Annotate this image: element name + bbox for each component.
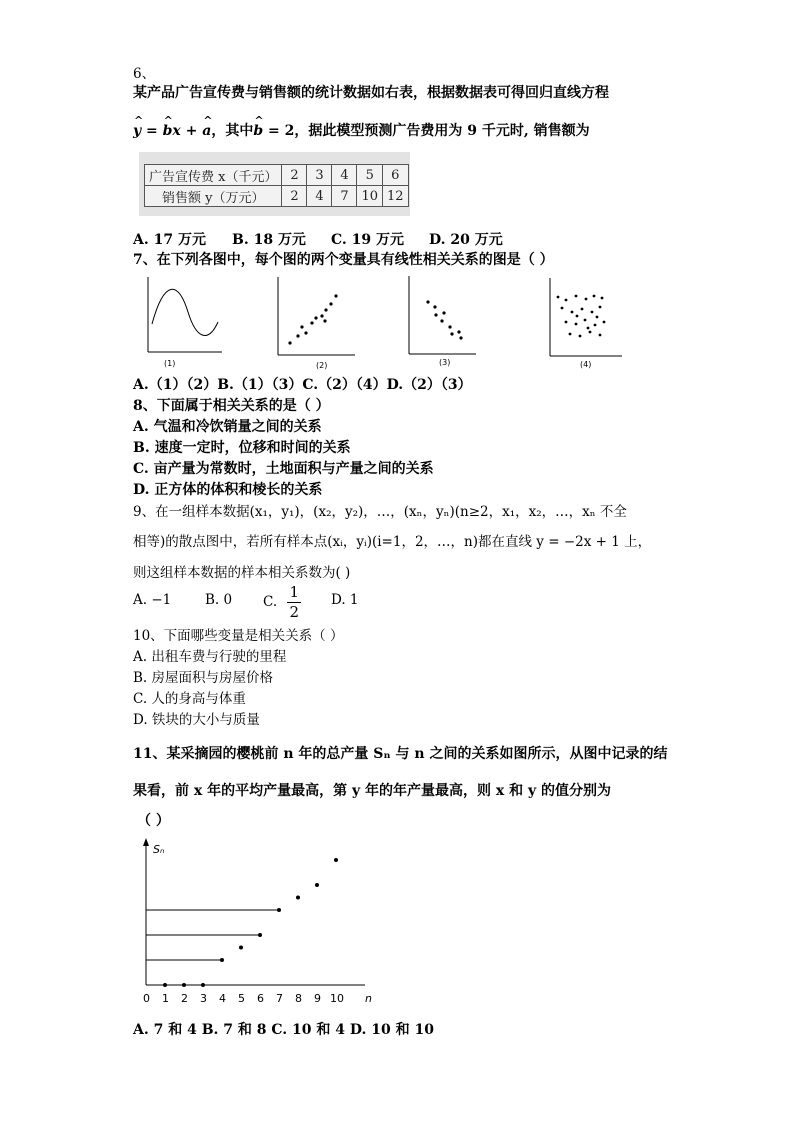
q11-stem-line2: 果看，前 x 年的平均产量最高，第 y 年的年产量最高，则 x 和 y 的值分别为 bbox=[133, 783, 611, 799]
data-point bbox=[201, 983, 205, 987]
data-point bbox=[315, 883, 319, 887]
data-point bbox=[258, 933, 262, 937]
x-tick-label: 3 bbox=[200, 992, 207, 1005]
x-tick-label: 1 bbox=[162, 992, 169, 1005]
q6-option-a: A. 17 万元 bbox=[133, 232, 206, 248]
q11-chart bbox=[125, 835, 385, 1010]
q7-options: A.（1）（2）B.（1）（3）C.（2）（4）D.（2）（3） bbox=[133, 377, 472, 393]
y-axis-label: Sₙ bbox=[153, 843, 165, 856]
fraction-one-half: $\frac{1}{2}$ bbox=[289, 583, 299, 621]
q6-data-table bbox=[144, 164, 409, 207]
figure-4-label: (4) bbox=[580, 360, 592, 369]
x-tick-labels bbox=[143, 992, 344, 1005]
x-tick-label: 5 bbox=[238, 992, 245, 1005]
q9-stem-line2: 相等)的散点图中，若所有样本点(xᵢ，yᵢ)(i=1，2，…，n)都在直线 y = −2x + 1 上， bbox=[133, 534, 652, 550]
figure-1-label: (1) bbox=[164, 359, 176, 368]
y-hat: ^ y bbox=[133, 123, 141, 139]
q9-option-d: D. 1 bbox=[331, 592, 359, 608]
table-row: 销售额 y（万元） 2 4 7 10 12 bbox=[145, 186, 409, 207]
q8-option-d: D. 正方体的体积和棱长的关系 bbox=[133, 482, 323, 498]
b-hat: ^ b bbox=[163, 123, 173, 139]
y-axis-arrow bbox=[143, 838, 149, 846]
table-row-label: 销售额 y（万元） bbox=[145, 186, 282, 207]
x-tick-label: 7 bbox=[276, 992, 283, 1005]
q8-stem: 8、下面属于相关关系的是（ ） bbox=[133, 398, 330, 414]
data-points bbox=[163, 858, 338, 987]
q7-scatter-figures bbox=[130, 272, 640, 372]
figure-3-negative bbox=[409, 276, 476, 367]
q10-option-d: D. 铁块的大小与质量 bbox=[133, 712, 260, 728]
x-tick-label: 4 bbox=[219, 992, 226, 1005]
q11-stem-line3: （ ） bbox=[137, 813, 170, 829]
q11-options: A. 7 和 4 B. 7 和 8 C. 10 和 4 D. 10 和 10 bbox=[133, 1022, 434, 1038]
x-axis-label: n bbox=[365, 992, 372, 1005]
x-tick-label: 8 bbox=[295, 992, 302, 1005]
data-point bbox=[163, 983, 167, 987]
q10-option-a: A. 出租车费与行驶的里程 bbox=[133, 649, 287, 665]
data-point bbox=[220, 958, 224, 962]
q11-stem-line1: 11、某采摘园的樱桃前 n 年的总产量 Sₙ 与 n 之间的关系如图所示，从图中记录的结 bbox=[133, 746, 668, 762]
q9-option-b: B. 0 bbox=[205, 592, 233, 608]
data-point bbox=[239, 946, 243, 950]
x-tick-label: 2 bbox=[181, 992, 188, 1005]
q8-option-c: C. 亩产量为常数时，土地面积与产量之间的关系 bbox=[133, 461, 434, 477]
q8-option-a: A. 气温和冷饮销量之间的关系 bbox=[133, 419, 322, 435]
q6-option-c: C. 19 万元 bbox=[331, 232, 405, 248]
figure-4-random bbox=[550, 278, 622, 369]
q10-option-b: B. 房屋面积与房屋价格 bbox=[133, 670, 274, 686]
data-point bbox=[334, 858, 338, 862]
q9-option-a: A. −1 bbox=[133, 592, 172, 608]
q6-stem-line2: ^ y = ^ bx + ^ a，其中^ b = 2，据此模型预测广告费用为 9 千元时, 销售额为 bbox=[133, 120, 590, 140]
data-point bbox=[277, 908, 281, 912]
q6-option-b: B. 18 万元 bbox=[232, 232, 306, 248]
table-row-label: 广告宣传费 x（千元） bbox=[145, 165, 282, 186]
q10-stem: 10、下面哪些变量是相关关系（ ） bbox=[133, 628, 344, 644]
q6-number: 6、 bbox=[133, 66, 156, 82]
q6-option-d: D. 20 万元 bbox=[429, 232, 503, 248]
data-point bbox=[182, 983, 186, 987]
x-tick-label: 10 bbox=[330, 992, 344, 1005]
q9-stem-line3: 则这组样本数据的样本相关系数为( ) bbox=[133, 565, 351, 581]
q9-option-c: C. $\frac{1}{2}$ bbox=[263, 583, 299, 621]
figure-3-label: (3) bbox=[439, 358, 451, 367]
q6-stem-line1: 某产品广告宣传费与销售额的统计数据如右表，根据数据表可得回归直线方程 bbox=[133, 85, 609, 101]
x-tick-label: 6 bbox=[257, 992, 264, 1005]
table-row: 广告宣传费 x（千元） 2 3 4 5 6 bbox=[145, 165, 409, 186]
data-point bbox=[296, 896, 300, 900]
q7-stem: 7、在下列各图中，每个图的两个变量具有线性相关关系的图是（ ） bbox=[133, 252, 554, 268]
figure-2-positive bbox=[278, 277, 355, 370]
q10-option-c: C. 人的身高与体重 bbox=[133, 691, 246, 707]
figure-2-label: (2) bbox=[316, 361, 328, 370]
x-tick-label: 9 bbox=[314, 992, 321, 1005]
q9-stem-line1: 9、在一组样本数据(x₁，y₁)，(x₂，y₂)，…，(xₙ，yₙ)(n≥2，x₁，x₂，…，xₙ 不全 bbox=[133, 504, 627, 520]
a-hat: ^ a bbox=[202, 123, 211, 139]
figure-1-sine bbox=[148, 277, 222, 368]
q6-data-table-scan bbox=[139, 152, 410, 216]
q8-option-b: B. 速度一定时，位移和时间的关系 bbox=[133, 440, 351, 456]
x-tick-label: 0 bbox=[143, 992, 150, 1005]
